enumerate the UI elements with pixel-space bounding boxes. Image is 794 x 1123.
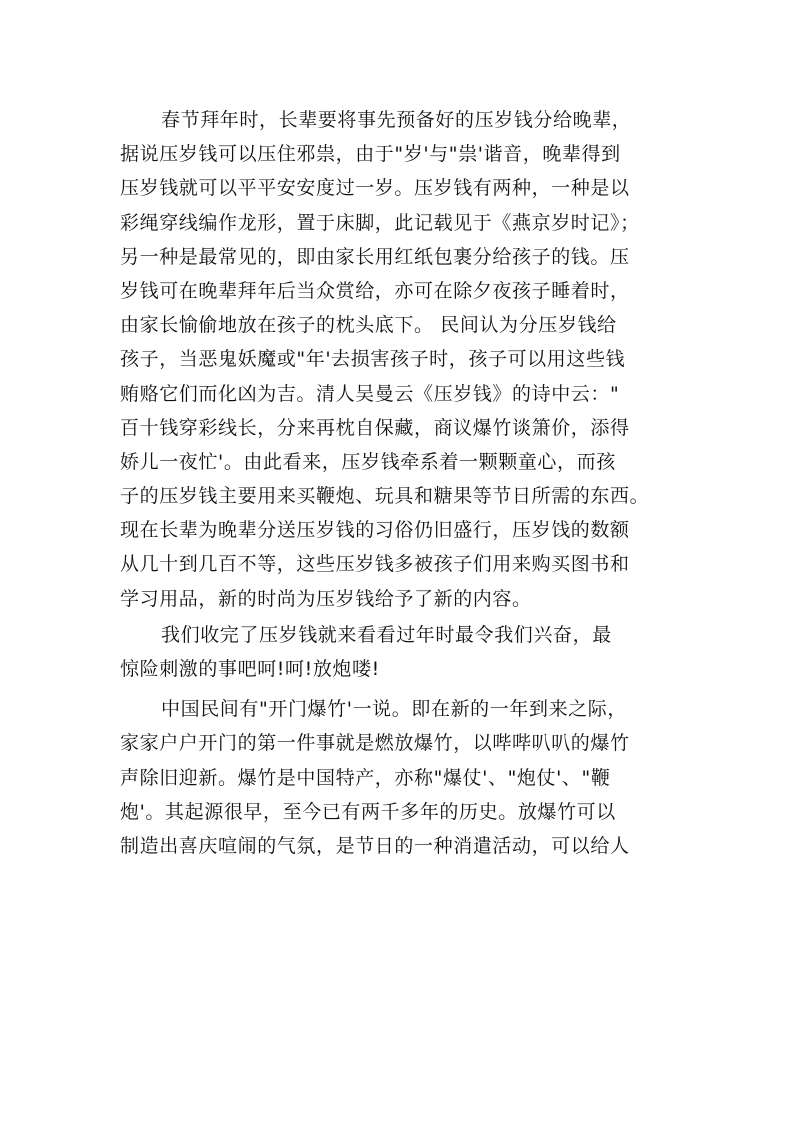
text-line: 娇儿一夜忙'。由此看来，压岁钱牵系着一颗颗童心，而孩: [120, 450, 616, 473]
text-line: 孩子，当恶鬼妖魔或"年'去损害孩子时，孩子可以用这些钱: [120, 348, 626, 371]
paragraph-firecrackers: [120, 692, 680, 863]
text-line: 贿赂它们而化凶为吉。清人吴曼云《压岁钱》的诗中云：": [120, 382, 620, 405]
text-line: 现在长辈为晚辈分送压岁钱的习俗仍旧盛行，压岁饯的数额: [120, 519, 630, 542]
text-line: 声除旧迎新。爆竹是中国特产，亦称"爆仗'、"炮仗'、"鞭: [120, 766, 611, 789]
text-line: 我们收完了压岁钱就来看看过年时最令我们兴奋，最: [161, 623, 612, 646]
text-line: 压岁钱就可以平平安安度过一岁。压岁钱有两种，一种是以: [120, 177, 630, 200]
text-line: 中国民间有"开门爆竹'一说。即在新的一年到来之际，: [161, 698, 627, 721]
paragraph-firecracker-intro: [120, 618, 680, 686]
text-line: 惊险刺激的事吧呵!呵!放炮喽!: [120, 658, 380, 680]
paragraph-lucky-money: [120, 103, 680, 616]
text-line: 学习用品，新的时尚为压岁钱给予了新的内容。: [120, 587, 532, 610]
text-line: 另一种是最常见的，即由家长用红纸包裹分给孩子的钱。压: [120, 245, 630, 268]
document-body: [120, 103, 680, 863]
text-line: 彩绳穿线编作龙形，置于床脚，此记载见于《燕京岁时记》；: [120, 211, 640, 234]
text-line: 春节拜年时，长辈要将事先预备好的压岁钱分给晚辈，: [161, 109, 632, 131]
text-line: 岁钱可在晚辈拜年后当众赏给，亦可在除夕夜孩子睡着时，: [120, 279, 630, 302]
text-line: 炮'。其起源很早，至今已有两千多年的历史。放爆竹可以: [120, 800, 616, 823]
text-line: 子的压岁钱主要用来买鞭炮、玩具和糖果等节日所需的东西。: [120, 485, 650, 508]
text-line: 据说压岁钱可以压住邪祟，由于"岁'与"祟'谐音，晚辈得到: [120, 143, 621, 166]
text-line: 由家长愉偷地放在孩子的枕头底下。 民间认为分压岁钱给: [120, 314, 617, 337]
text-line: 家家户户开门的第一件事就是燃放爆竹，以哔哔叭叭的爆竹: [120, 732, 630, 755]
text-line: 百十钱穿彩线长，分来再枕自保藏，商议爆竹谈箫价，添得: [120, 416, 630, 439]
text-line: 从几十到几百不等，这些压岁钱多被孩子们用来购买图书和: [120, 553, 630, 576]
text-line: 制造出喜庆喧闹的气氛，是节日的一种消遣活动，可以给人: [120, 834, 630, 857]
